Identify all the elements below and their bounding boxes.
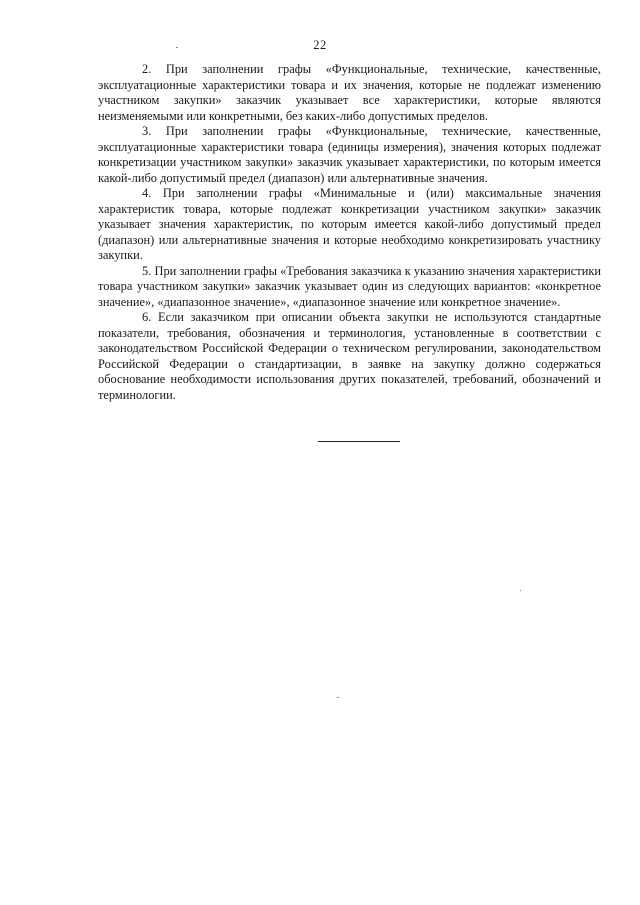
paragraph-4: 4. При заполнении графы «Минимальные и (или) максимальные значения характеристик товара, которые подлежат конкретизации участником закупки» заказчик указывает значения характеристик, по которым имеется какой-либо допустимый предел (диапазон) или альтернативные значения и которые необходимо конкретизировать участнику закупки. [98,186,601,262]
scan-speck [176,47,178,48]
document-body [98,62,601,403]
paragraph-2: 2. При заполнении графы «Функциональные, технические, качественные, эксплуатационные характеристики товара и их значения, которые не подлежат изменению участником закупки» заказчик указывает все характеристики, которые являются неизменяемыми или конкретными, без каких-либо допустимых пределов. [98,62,601,123]
page-number: 22 [313,38,327,52]
scan-speck [337,697,339,698]
paragraph-6: 6. Если заказчиком при описании объекта закупки не используются стандартные показатели, требования, обозначения и терминология, установленные в соответствии с законодательством Российской Федерации о техническом регулировании, законодательством Российской Федерации о стандартизации, в заявке на закупку должно содержаться обоснование необходимости использования других показателей, требований, обозначений и терминологии. [98,310,601,402]
paragraph-3: 3. При заполнении графы «Функциональные, технические, качественные, эксплуатационные характеристики товара (единицы измерения), значения которых подлежат конкретизации участником закупки» заказчик указывает характеристики, по которым имеется какой-либо допустимый предел (диапазон) или альтернативные значения. [98,124,601,185]
closing-separator-line [318,441,400,442]
paragraph-5: 5. При заполнении графы «Требования заказчика к указанию значения характеристики товара участником закупки» заказчик указывает один из следующих вариантов: «конкретное значение», «диапазонное значение», «диапазонное значение или конкретное значение». [98,263,601,309]
scan-speck [520,590,521,591]
